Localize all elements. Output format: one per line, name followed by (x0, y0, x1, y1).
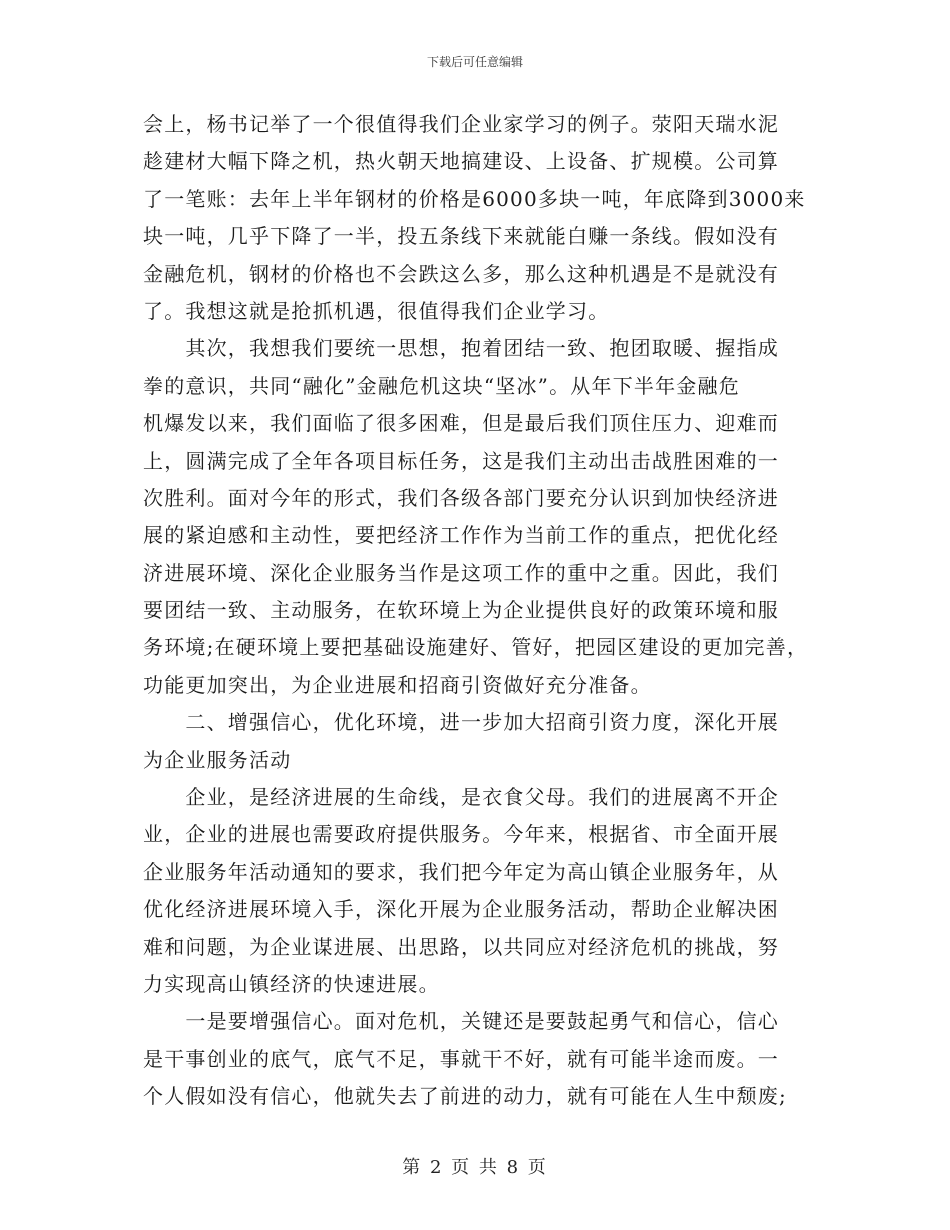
text-line: 力实现高山镇经济的快速进展。 (143, 971, 440, 996)
text-line: 二、增强信心，优化环境，进一步加大招商引资力度，深化开展 (143, 710, 779, 735)
text-line: 了。我想这就是抢抓机遇，很值得我们企业学习。 (143, 298, 610, 323)
page-footer-page-number: 第 2 页 共 8 页 (402, 1157, 548, 1178)
text-line: 个人假如没有信心，他就失去了前进的动力，就有可能在人生中颓废; (143, 1084, 787, 1109)
text-line: 了一笔账：去年上半年钢材的价格是6000多块一吨，年底降到3000来 (143, 186, 806, 211)
text-line: 趁建材大幅下降之机，热火朝天地搞建设、上设备、扩规模。公司算 (143, 149, 779, 174)
text-line: 济进展环境、深化企业服务当作是这项工作的重中之重。因此，我们 (143, 560, 779, 585)
text-line: 上，圆满完成了全年各项目标任务，这是我们主动出击战胜困难的一 (143, 448, 779, 473)
text-line: 功能更加突出，为企业进展和招商引资做好充分准备。 (143, 672, 652, 697)
text-line: 为企业服务活动 (143, 747, 292, 772)
text-line: 金融危机，钢材的价格也不会跌这么多，那么这种机遇是不是就没有 (143, 261, 779, 286)
text-line: 其次，我想我们要统一思想，抱着团结一致、抱团取暖、握指成 (143, 336, 779, 361)
page-header: 下载后可任意编辑 (426, 55, 523, 69)
text-line: 次胜利。面对今年的形式，我们各级各部门要充分认识到加快经济进 (143, 485, 779, 510)
text-line: 企业服务年活动通知的要求，我们把今年定为高山镇企业服务年，从 (143, 859, 779, 884)
text-line: 业，企业的进展也需要政府提供服务。今年来，根据省、市全面开展 (143, 822, 779, 847)
text-line: 难和问题，为企业谋进展、出思路，以共同应对经济危机的挑战，努 (143, 934, 779, 959)
document-body (143, 106, 813, 1116)
text-line: 机爆发以来，我们面临了很多困难，但是最后我们顶住压力、迎难而 (143, 411, 779, 436)
text-line: 展的紧迫感和主动性，要把经济工作作为当前工作的重点，把优化经 (143, 523, 779, 548)
text-line: 块一吨，几乎下降了一半，投五条线下来就能白赚一条线。假如没有 (143, 224, 779, 249)
text-line: 务环境;在硬环境上要把基础设施建好、管好，把园区建设的更加完善， (143, 635, 809, 660)
text-line: 要团结一致、主动服务，在软环境上为企业提供良好的政策环境和服 (143, 598, 779, 623)
text-line: 一是要增强信心。面对危机，关键还是要鼓起勇气和信心，信心 (143, 1009, 779, 1034)
text-line: 拳的意识，共同“融化”金融危机这块“坚冰”。从年下半年金融危 (143, 373, 740, 398)
text-line: 优化经济进展环境入手，深化开展为企业服务活动，帮助企业解决困 (143, 897, 779, 922)
text-line: 会上，杨书记举了一个很值得我们企业家学习的例子。荥阳天瑞水泥 (143, 112, 779, 136)
text-line: 是干事创业的底气，底气不足，事就干不好，就有可能半途而废。一 (143, 1046, 779, 1071)
text-line: 企业，是经济进展的生命线，是衣食父母。我们的进展离不开企 (143, 785, 779, 810)
